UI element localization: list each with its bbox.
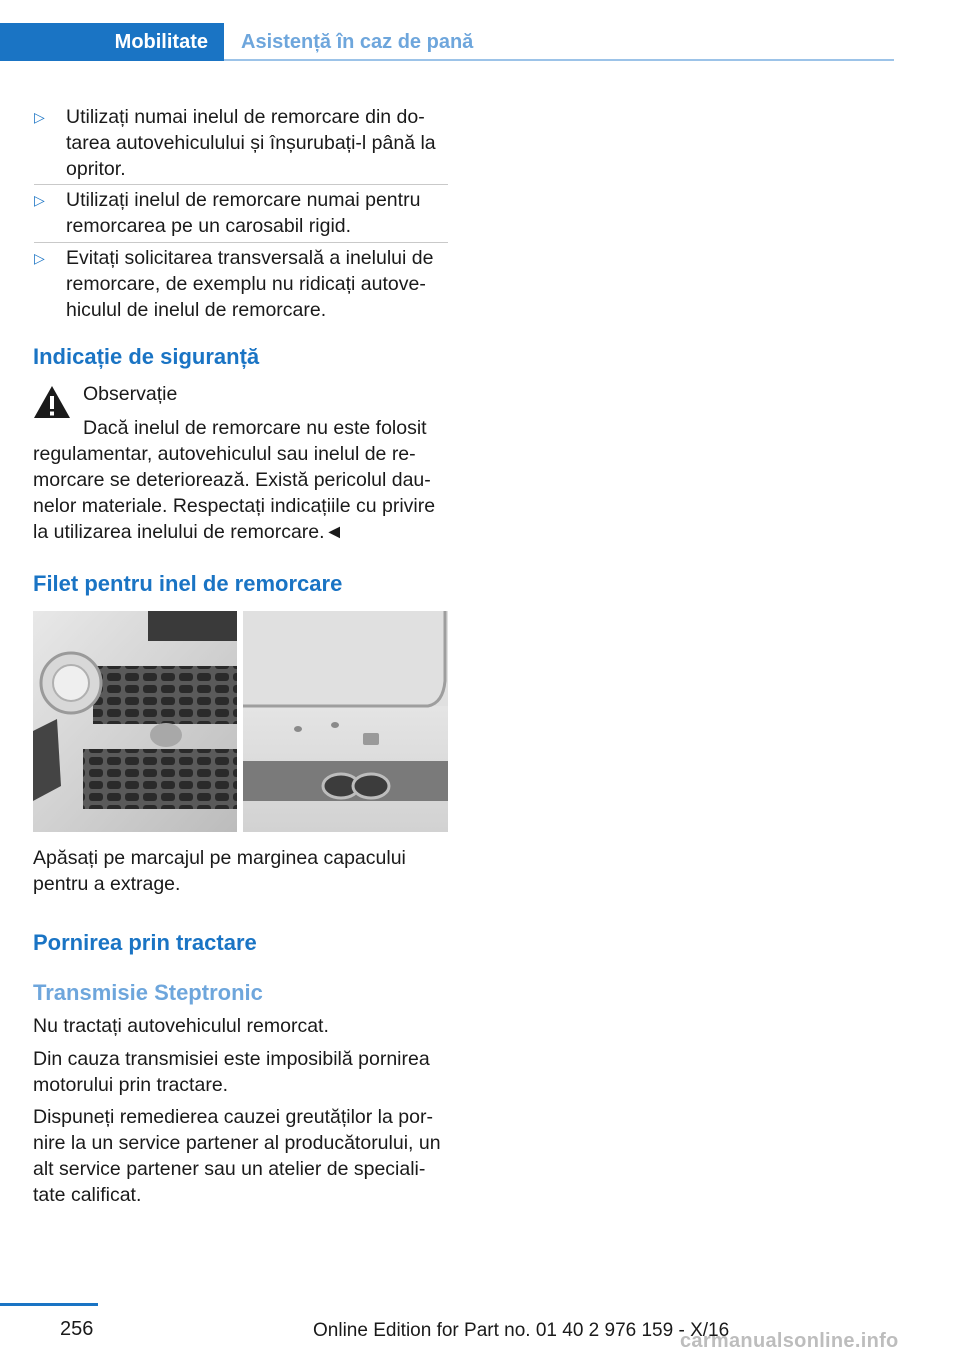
warning-triangle-icon <box>33 384 71 420</box>
note-text-line: morcare se deteriorează. Există pericolul dau- <box>33 469 431 491</box>
watermark: carmanualsonline.info <box>680 1330 899 1352</box>
list-item-line: remorcare, de exemplu nu ridicați autove- <box>66 273 426 295</box>
note-text-line: regulamentar, autovehiculul sau inelul de re- <box>33 443 416 465</box>
list-item-line: opritor. <box>66 158 126 180</box>
photo-caption-line: Apăsați pe marcajul pe marginea capacului <box>33 847 406 869</box>
subheading-steptronic: Transmisie Steptronic <box>33 980 263 1005</box>
note-title: Observație <box>83 383 178 405</box>
paragraph-line: Din cauza transmisiei este imposibilă pornirea <box>33 1048 430 1070</box>
section-tab-mobilitate[interactable] <box>0 23 224 61</box>
section-tab-label: Mobilitate <box>114 30 208 53</box>
edition-info: Online Edition for Part no. 01 40 2 976 159 - X/16 <box>313 1320 730 1341</box>
list-item-line: Evitați solicitarea transversală a inelului de <box>66 247 434 269</box>
note-text-line: la utilizarea inelului de remorcare.◄ <box>33 521 344 543</box>
chapter-tab-assistance[interactable]: Asistență în caz de pană <box>241 30 474 53</box>
list-item-line: Utilizați inelul de remorcare numai pentru <box>66 189 421 211</box>
heading-thread: Filet pentru inel de remorcare <box>33 571 343 596</box>
list-divider <box>34 184 448 185</box>
note-text-line: Dacă inelul de remorcare nu este folosit <box>83 417 427 439</box>
header-rule <box>224 59 894 61</box>
photo-caption-line: pentru a extrage. <box>33 873 181 895</box>
footer-rule <box>0 1303 98 1306</box>
page-header <box>0 0 960 64</box>
tow-eye-cover-photo <box>33 611 448 832</box>
paragraph-line: alt service partener sau un atelier de speciali- <box>33 1158 426 1180</box>
heading-tow-start: Pornirea prin tractare <box>33 930 257 955</box>
heading-safety: Indicație de siguranță <box>33 344 260 369</box>
paragraph-line: motorului prin tractare. <box>33 1074 229 1096</box>
paragraph-line: nire la un service partener al producătorului, un <box>33 1132 441 1154</box>
list-item-line: remorcarea pe un carosabil rigid. <box>66 215 352 237</box>
note-text-line: nelor materiale. Respectați indicațiile cu privire <box>33 495 436 517</box>
paragraph-line: Dispuneți remedierea cauzei greutăților la por- <box>33 1106 433 1128</box>
triangle-bullet-icon: ▷ <box>34 192 45 208</box>
list-divider <box>34 242 448 243</box>
list-item-line: Utilizați numai inelul de remorcare din do- <box>66 106 425 128</box>
paragraph: Nu tractați autovehiculul remorcat. <box>33 1015 329 1037</box>
triangle-bullet-icon: ▷ <box>34 250 45 266</box>
list-item-line: tarea autovehiculului și înșurubați-l până la <box>66 132 436 154</box>
list-item-line: hiculul de inelul de remorcare. <box>66 299 327 321</box>
triangle-bullet-icon: ▷ <box>34 109 45 125</box>
page-number: 256 <box>60 1318 94 1340</box>
paragraph-line: tate calificat. <box>33 1184 142 1206</box>
